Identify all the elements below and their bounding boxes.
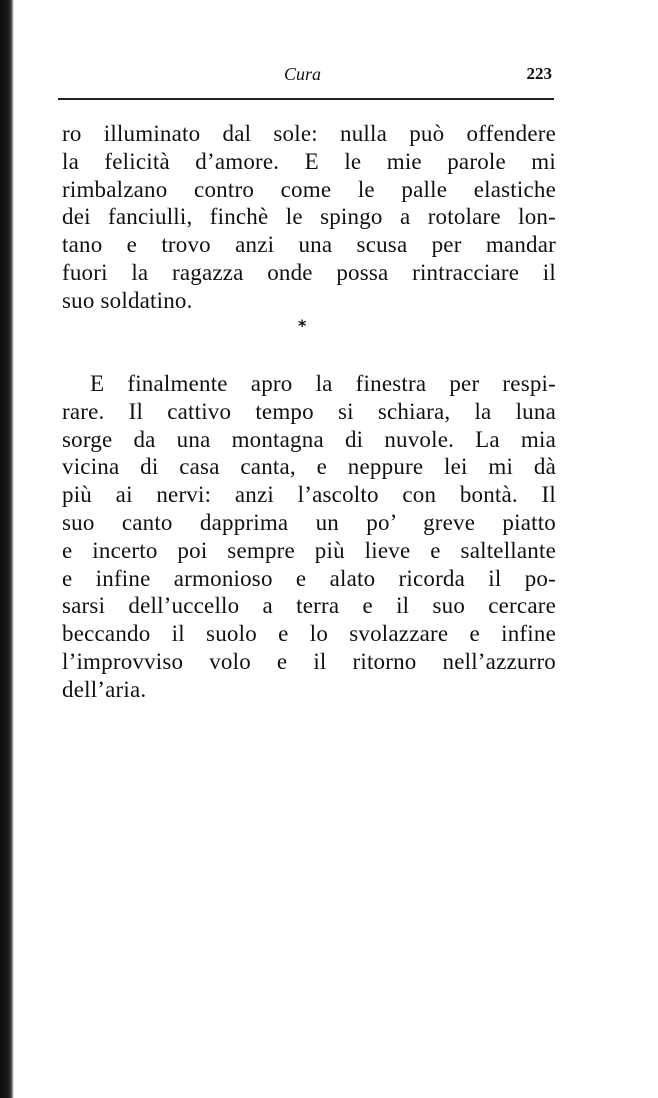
text-line: l’improvviso volo e il ritorno nell’azzurro	[62, 648, 556, 674]
text-line: fuori la ragazza onde possa rintracciare il	[62, 259, 556, 285]
paragraph-1	[62, 120, 556, 315]
running-head-title: Cura	[284, 64, 322, 84]
text-line: suo canto dapprima un po’ greve piatto	[62, 509, 556, 535]
text-line: più ai nervi: anzi l’ascolto con bontà. Il	[62, 482, 556, 508]
paragraph-2	[62, 370, 556, 704]
text-line: ro illuminato dal sole: nulla può offendere	[62, 121, 556, 146]
text-line: la felicità d’amore. E le mie parole mi	[62, 148, 556, 174]
text-line: E finalmente apro la finestra per respi-	[90, 371, 556, 396]
text-line: e infine armonioso e alato ricorda il po-	[62, 565, 556, 591]
text-line: dei fanciulli, finchè le spingo a rotolare lon-	[62, 204, 556, 230]
section-separator-asterisk: *	[298, 316, 307, 335]
text-line: sorge da una montagna di nuvole. La mia	[62, 426, 556, 452]
book-spine-edge	[0, 0, 14, 1098]
text-line: vicina di casa canta, e neppure lei mi dà	[62, 454, 556, 480]
running-head	[62, 64, 556, 90]
header-rule	[58, 98, 554, 100]
text-line: rare. Il cattivo tempo si schiara, la luna	[62, 398, 556, 424]
text-line: dell’aria.	[62, 676, 147, 702]
book-page	[62, 0, 556, 1098]
text-line: tano e trovo anzi una scusa per mandar	[62, 232, 556, 258]
text-line: suo soldatino.	[62, 287, 193, 313]
text-line: e incerto poi sempre più lieve e saltellante	[62, 537, 556, 563]
text-line: sarsi dell’uccello a terra e il suo cercare	[62, 593, 556, 619]
text-line: rimbalzano contro come le palle elastiche	[62, 176, 556, 202]
text-line: beccando il suolo e lo svolazzare e infine	[62, 621, 556, 647]
page-number: 223	[526, 64, 552, 83]
